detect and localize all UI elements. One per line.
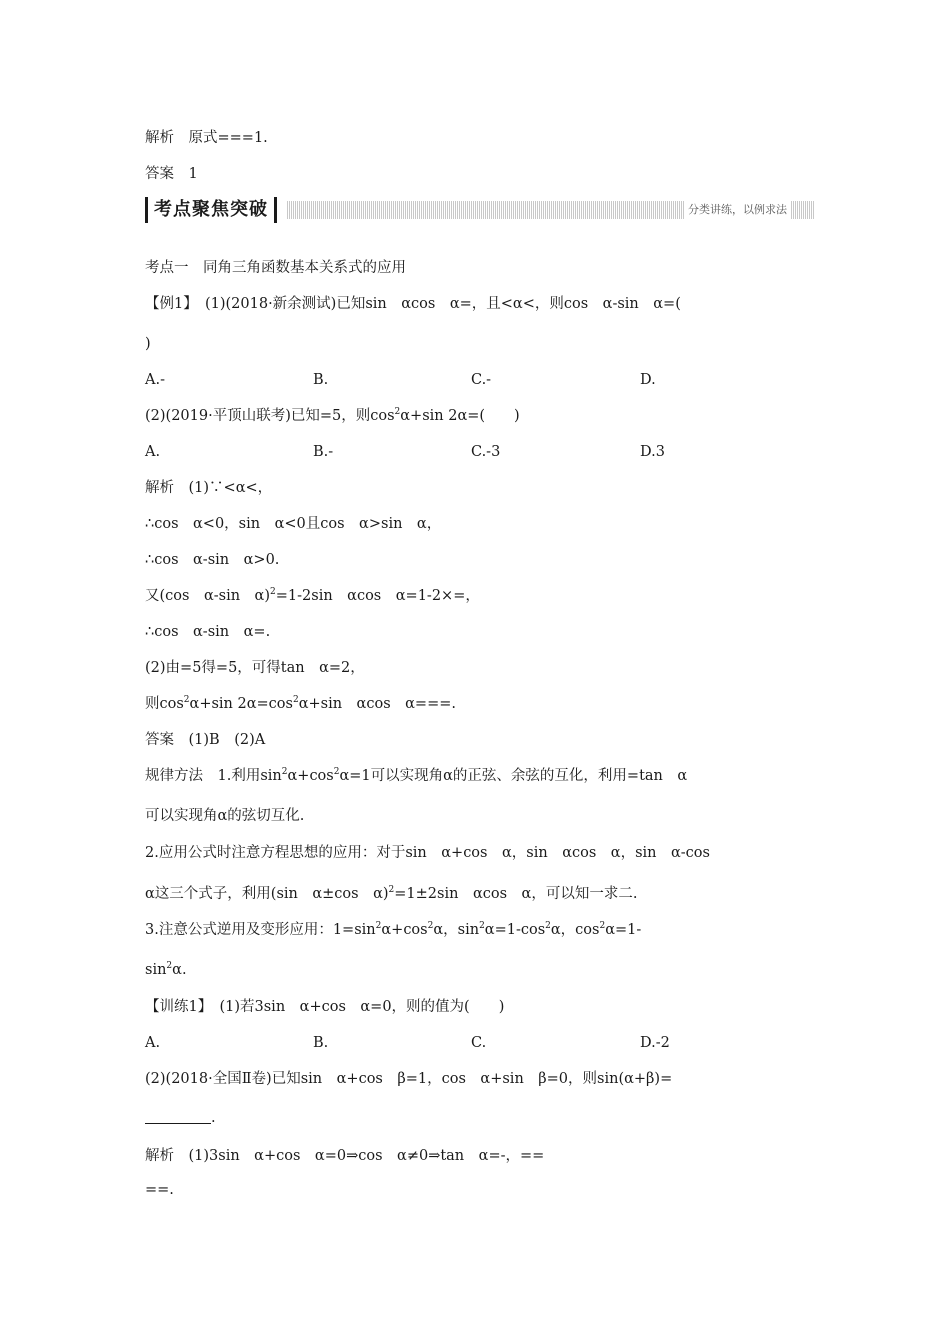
training1-option-b: B. [313, 1035, 329, 1051]
banner-subtitle: 分类讲练，以例求法 [684, 201, 791, 219]
example1-part2-option-b: B.- [313, 444, 334, 460]
example1-part1-line: 【例1】 (1)(2018·新余测试)已知sin αcos α=，且<α<，则cos α-sin α=( [145, 296, 681, 312]
solution2-line-2: ==. [145, 1182, 174, 1198]
training1-part2-line: (2)(2018·全国Ⅱ卷)已知sin α+cos β=1，cos α+sin β=0，则sin(α+β)= [145, 1071, 673, 1087]
prev-answer-line: 答案 1 [145, 166, 198, 182]
example1-part2-option-c: C.-3 [471, 444, 501, 460]
training1-option-d: D.-2 [640, 1035, 670, 1051]
example1-option-d: D. [640, 372, 656, 388]
solution1-line-4: 又(cos α-sin α)$^2$=1-2sin αcos α=1-2×=， [145, 587, 480, 604]
method-line-6: $\sin^2\alpha$. [145, 961, 187, 978]
solution1-line-3: ∴cos α-sin α>0. [145, 552, 280, 568]
solution1-line-2: ∴cos α<0，sin α<0且cos α>sin α， [145, 516, 442, 532]
solution1-line-1: 解析 (1)∵<α<， [145, 480, 273, 496]
section-heading: 考点一 同角三角函数基本关系式的应用 [145, 260, 406, 276]
banner-title: 考点聚焦突破 [145, 197, 277, 223]
example1-part1-close: ) [145, 336, 151, 352]
fill-in-blank [145, 1109, 211, 1124]
example1-part2-option-a: A. [145, 444, 161, 460]
training1-part1-line: 【训练1】 (1)若3sin α+cos α=0，则的值为( ) [145, 999, 505, 1015]
solution1-line-7: 则$\cos^2\alpha+\sin$ $2\alpha=\cos^2\alpha+\sin$ αcos α===. [145, 695, 456, 712]
solution2-line-1: 解析 (1)3sin α+cos α=0⇒cos α≠0⇒tan α=-，== [145, 1148, 545, 1164]
training1-option-c: C. [471, 1035, 487, 1051]
prev-solution-line: 解析 原式===1. [145, 130, 268, 146]
training1-option-a: A. [145, 1035, 161, 1051]
solution1-line-6: (2)由=5得=5，可得tan α=2， [145, 660, 365, 676]
method-line-3: 2.应用公式时注意方程思想的应用：对于sin α+cos α，sin αcos α，sin α-cos [145, 845, 710, 861]
method-line-5: 3.注意公式逆用及变形应用：$1=\sin^2\alpha+\cos^2\alpha$，$\sin^2\alpha=1-\cos^2\alpha$，$\cos^2\alpha=1-$ [145, 921, 642, 938]
solution1-answer: 答案 (1)B (2)A [145, 732, 266, 748]
method-line-2: 可以实现角α的弦切互化. [145, 808, 305, 824]
method-line-4: α这三个式子，利用(sin α±cos α)$^2$=1±2sin αcos α，可以知一求二. [145, 885, 638, 902]
example1-option-a: A.- [145, 372, 165, 388]
training1-answer-blank: . [145, 1108, 216, 1128]
example1-option-c: C.- [471, 372, 492, 388]
example1-option-b: B. [313, 372, 329, 388]
solution1-line-5: ∴cos α-sin α=. [145, 624, 271, 640]
section-banner [145, 197, 815, 223]
example1-part2-line: (2)(2019·平顶山联考)已知=5，则$\cos^2\alpha+\sin$ 2α=( ) [145, 407, 520, 424]
example1-part2-option-d: D.3 [640, 444, 665, 460]
method-line-1: 规律方法 1.利用$\sin^2\alpha+\cos^2\alpha=1$可以实现角α的正弦、余弦的互化，利用=tan α [145, 767, 688, 784]
